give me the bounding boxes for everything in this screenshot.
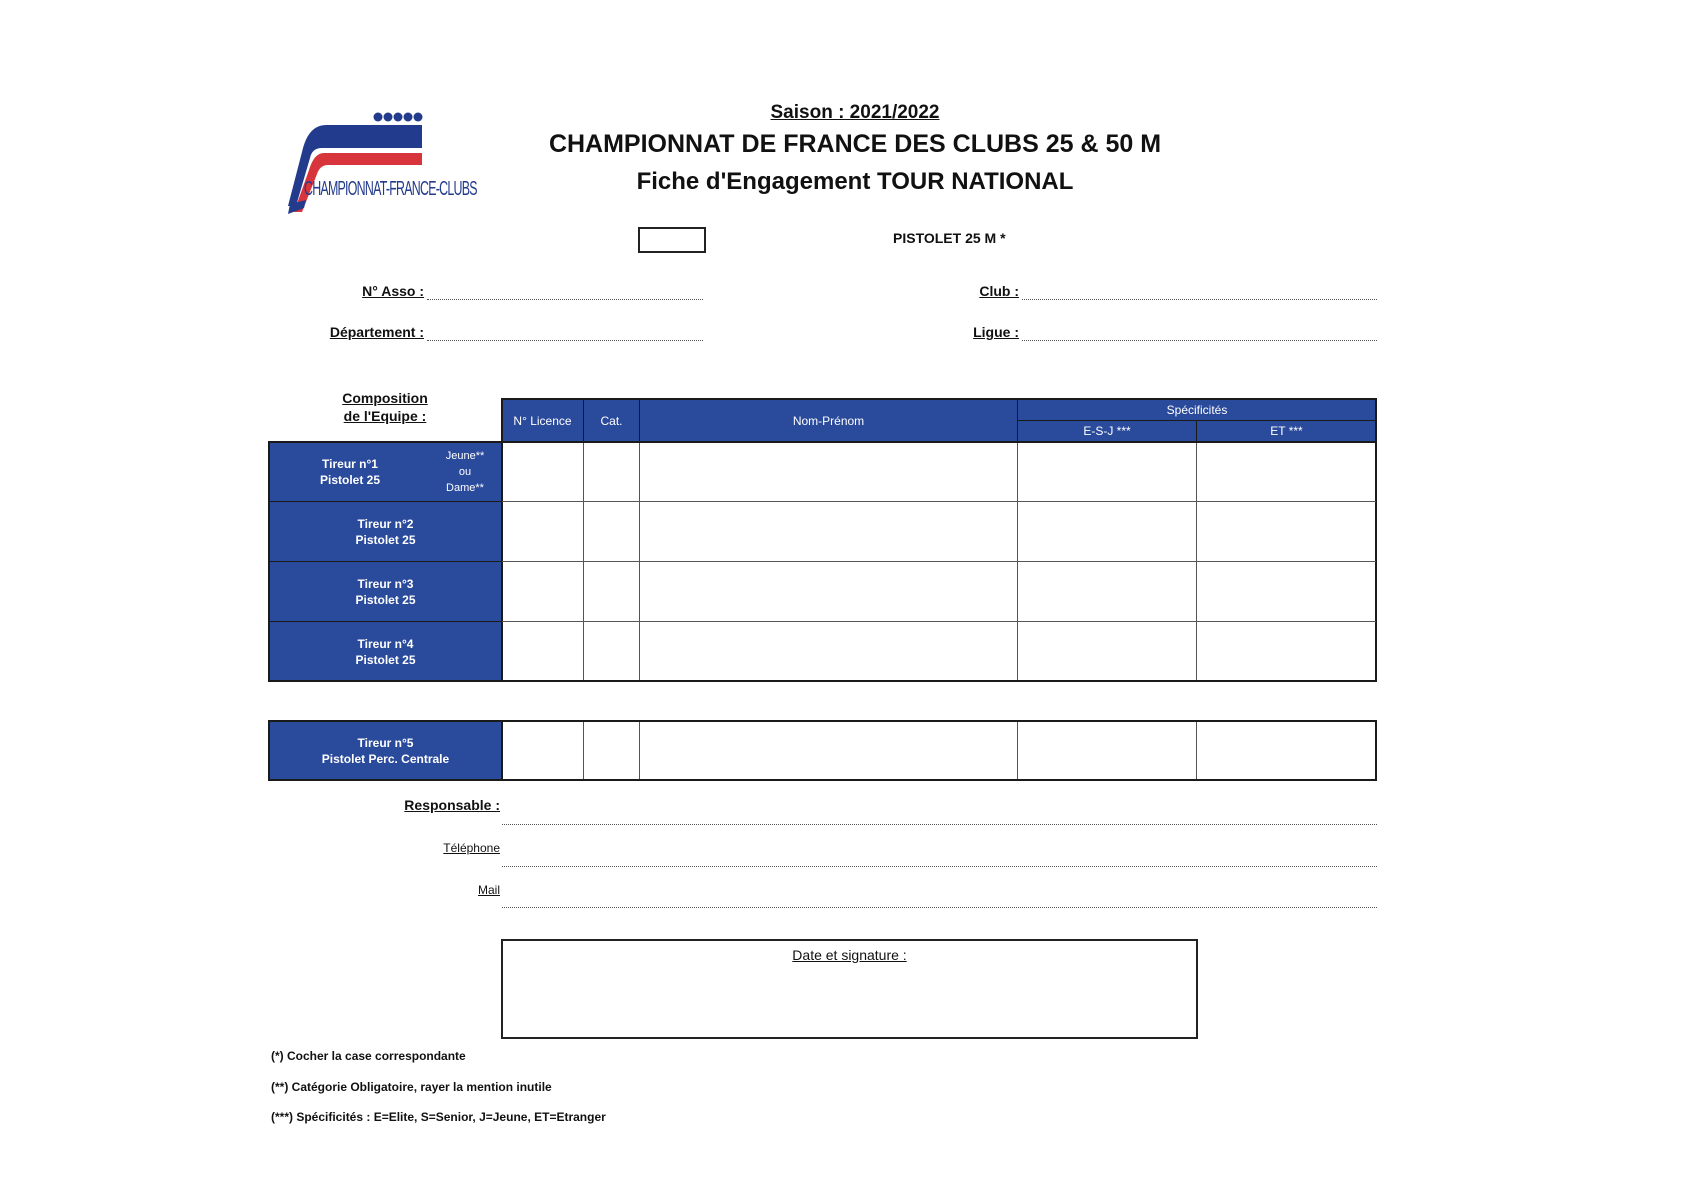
ligue-label: Ligue : <box>973 324 1019 340</box>
signature-box[interactable] <box>501 939 1198 1039</box>
shooter-2-label <box>270 503 501 561</box>
shooter-5-name-input[interactable] <box>640 722 1017 779</box>
shooter-4-et-input[interactable] <box>1197 623 1375 680</box>
shooter-1-cat-input[interactable] <box>584 443 639 501</box>
shooter-4-name-input[interactable] <box>640 623 1017 680</box>
shooter-4-name: Tireur n°4 <box>357 637 414 651</box>
shooter-4-cat-input[interactable] <box>584 623 639 680</box>
col-specificites: Spécificités <box>1166 403 1228 417</box>
shooter-5-label <box>270 722 501 779</box>
composition-label <box>330 389 440 425</box>
logo-graphic <box>282 108 434 218</box>
signature-label: Date et signature : <box>792 947 907 963</box>
shooter-2-cat-input[interactable] <box>584 503 639 561</box>
shooter-1-discipline: Pistolet 25 <box>319 473 381 487</box>
shooter-2-name-input[interactable] <box>640 503 1017 561</box>
shooter-5-esj-input[interactable] <box>1018 722 1196 779</box>
shooter-3-name: Tireur n°3 <box>357 577 414 591</box>
shooter-3-discipline: Pistolet 25 <box>355 593 416 607</box>
discipline-checkbox[interactable] <box>638 227 706 253</box>
footnote-3: (***) Spécificités : E=Elite, S=Senior, J=Jeune, ET=Etranger <box>271 1110 606 1124</box>
season-label: Saison : 2021/2022 <box>770 102 940 123</box>
col-esj: E-S-J *** <box>1083 424 1131 438</box>
col-et: ET *** <box>1270 424 1303 438</box>
logo-text: CHAMPIONNAT-FRANCE-CLUBS <box>304 178 477 200</box>
shooter-5-discipline: Pistolet Perc. Centrale <box>321 751 450 766</box>
shooter-1-et-input[interactable] <box>1197 443 1375 501</box>
shooter-5-licence-input[interactable] <box>502 722 583 779</box>
shooter-2-esj-input[interactable] <box>1018 503 1196 561</box>
row-divider <box>502 501 1376 502</box>
shooter-3-cat-input[interactable] <box>584 563 639 621</box>
shooter-4-esj-input[interactable] <box>1018 623 1196 680</box>
category-ou: ou <box>458 466 472 478</box>
responsable-input[interactable] <box>502 824 1377 825</box>
shooter-5-cat-input[interactable] <box>584 722 639 779</box>
footnote-1: (*) Cocher la case correspondante <box>271 1049 466 1063</box>
row-divider <box>269 621 502 622</box>
row-divider <box>269 501 502 502</box>
club-input[interactable] <box>1022 299 1377 300</box>
page-title: CHAMPIONNAT DE FRANCE DES CLUBS 25 & 50 M <box>548 130 1162 158</box>
discipline-label: PISTOLET 25 M * <box>893 230 1006 246</box>
championnat-logo <box>282 108 477 218</box>
shooter-5-name: Tireur n°5 <box>357 735 414 750</box>
shooter-1-name: Tireur n°1 <box>322 457 378 471</box>
row-divider <box>502 621 1376 622</box>
asso-input[interactable] <box>427 299 703 300</box>
shooter-2-licence-input[interactable] <box>502 503 583 561</box>
shooter-1-licence-input[interactable] <box>502 443 583 501</box>
shooter-1-name-input[interactable] <box>640 443 1017 501</box>
shooter-4-discipline: Pistolet 25 <box>355 653 416 667</box>
shooter-1-label <box>290 443 410 501</box>
shooter-3-label <box>270 563 501 621</box>
footnote-2: (**) Catégorie Obligatoire, rayer la mention inutile <box>271 1080 552 1094</box>
telephone-input[interactable] <box>502 866 1377 867</box>
club-label: Club : <box>979 283 1019 299</box>
asso-label: N° Asso : <box>362 283 424 299</box>
col-licence: N° Licence <box>513 413 572 428</box>
col-cat: Cat. <box>600 413 623 428</box>
mail-input[interactable] <box>502 907 1377 908</box>
shooter-2-et-input[interactable] <box>1197 503 1375 561</box>
shooter-5-et-input[interactable] <box>1197 722 1375 779</box>
shooter-3-esj-input[interactable] <box>1018 563 1196 621</box>
shooter-3-et-input[interactable] <box>1197 563 1375 621</box>
category-dame: Dame** <box>446 482 484 494</box>
row-divider <box>269 561 502 562</box>
category-jeune: Jeune** <box>445 450 485 462</box>
page-subtitle: Fiche d'Engagement TOUR NATIONAL <box>636 168 1074 195</box>
shooter-1-category-note <box>430 443 500 501</box>
departement-label: Département : <box>329 324 424 340</box>
row-divider <box>502 561 1376 562</box>
shooter-3-licence-input[interactable] <box>502 563 583 621</box>
shooter-3-name-input[interactable] <box>640 563 1017 621</box>
shooter-4-label <box>270 623 501 681</box>
telephone-label: Téléphone <box>443 841 500 855</box>
composition-label-line1: Composition <box>342 390 428 406</box>
responsable-label: Responsable : <box>404 797 500 813</box>
col-nom-prenom: Nom-Prénom <box>792 413 865 428</box>
ligue-input[interactable] <box>1022 340 1377 341</box>
composition-label-line2: de l'Equipe : <box>343 408 427 424</box>
mail-label: Mail <box>477 883 500 897</box>
shooter-2-name: Tireur n°2 <box>357 517 414 531</box>
departement-input[interactable] <box>427 340 703 341</box>
shooter-4-licence-input[interactable] <box>502 623 583 680</box>
shooter-2-discipline: Pistolet 25 <box>355 533 416 547</box>
shooter-1-esj-input[interactable] <box>1018 443 1196 501</box>
